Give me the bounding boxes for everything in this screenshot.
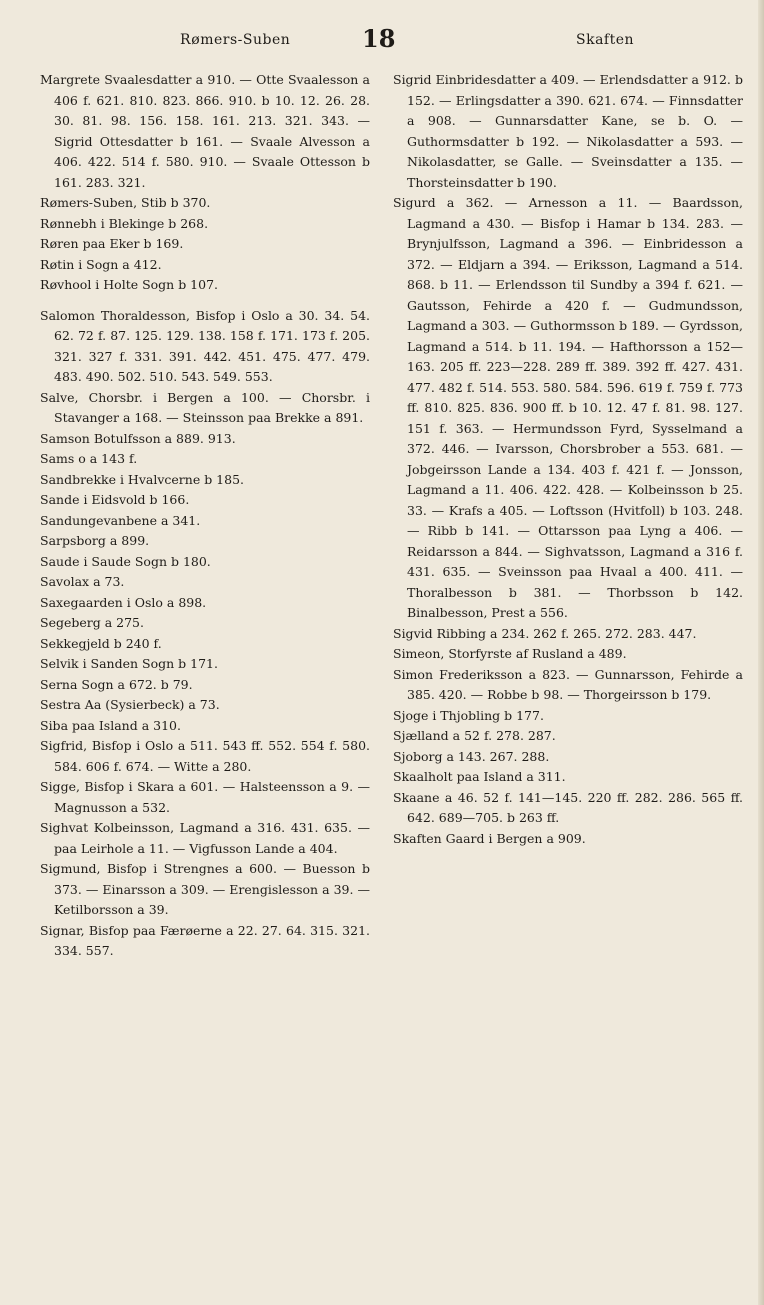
index-entry: Sighvat Kolbeinsson, Lagmand a 316. 431. 635. — paa Leirhole a 11. — Vigfusson Lande a 404. xyxy=(40,820,370,856)
index-entry: Signar, Bisfop paa Færøerne a 22. 27. 64. 315. 321. 334. 557. xyxy=(40,922,370,958)
index-entry: Sarpsborg a 899. xyxy=(40,533,150,548)
index-entry: Sigvid Ribbing a 234. 262 f. 265. 272. 283. 447. xyxy=(393,625,697,641)
index-entry: Salomon Thoraldesson, Bisfop i Oslo a 30. 34. 54. 62. 72 f. 87. 125. 129. 138. 158 f. 171. 173 f. 205. 321. 327 f. 331. 391. 442. 451. 475. 477. 479. 483. 490. 502. 510. 543. 549. 553. xyxy=(40,307,370,384)
index-entry: Sigge, Bisfop i Skara a 601. — Halsteensson a 9. — Magnusson a 532. xyxy=(40,779,370,815)
index-entry: Sigfrid, Bisfop i Oslo a 511. 543 ff. 552. 554 f. 580. 584. 606 f. 674. — Witte a 280. xyxy=(40,738,370,774)
index-entry: Rømers-Suben, Stib b 370. xyxy=(40,195,211,210)
index-entry: Røren paa Eker b 169. xyxy=(40,236,184,251)
left-column xyxy=(40,70,370,962)
index-entry: Skaane a 46. 52 f. 141—145. 220 ff. 282. 286. 565 ff. 642. 689—705. b 263 ff. xyxy=(393,789,743,825)
page-edge xyxy=(758,0,764,1305)
index-entry: Siba paa Island a 310. xyxy=(40,717,181,733)
index-entry: Sekkegjeld b 240 f. xyxy=(40,635,162,651)
right-column xyxy=(393,70,743,849)
index-entry: Sestra Aa (Sysierbeck) a 73. xyxy=(40,697,220,712)
index-entry: Sigmund, Bisfop i Strengnes a 600. — Buesson b 373. — Einarsson a 309. — Erengislesson a 39. — Ketilborsson a 39. xyxy=(40,861,370,917)
index-entry: Sigrid Einbridesdatter a 409. — Erlendsdatter a 912. b 152. — Erlingsdatter a 390. 621. 674. — Finnsdatter a 908. — Gunnarsdatter Kane, se b. O. — Guthormsdatter b 192. — Nikolasdatter a 593. — Nikolasdatter, se Galle. — Sveinsdatter a 135. — Thorsteinsdatter b 190. xyxy=(393,72,743,190)
index-entry: Simon Frederiksson a 823. — Gunnarsson, Fehirde a 385. 420. — Robbe b 98. — Thorgeirsson b 179. xyxy=(393,666,743,702)
index-entry: Samson Botulfsson a 889. 913. xyxy=(40,430,236,446)
index-entry: Serna Sogn a 672. b 79. xyxy=(40,676,193,692)
index-entry: Skaalholt paa Island a 311. xyxy=(393,769,566,784)
index-entry: Sandungevanbene a 341. xyxy=(40,512,201,528)
index-entry: Selvik i Sanden Sogn b 171. xyxy=(40,656,218,671)
page-header xyxy=(40,24,740,56)
index-entry: Skaften Gaard i Bergen a 909. xyxy=(393,830,586,846)
index-entry: Sjoge i Thjobling b 177. xyxy=(393,707,544,723)
running-head-left: Rømers-Suben xyxy=(180,32,291,48)
index-entry: Sjoborg a 143. 267. 288. xyxy=(393,748,550,764)
index-entry: Sams o a 143 f. xyxy=(40,451,138,466)
index-entry: Sjælland a 52 f. 278. 287. xyxy=(393,728,556,743)
index-entry: Sande i Eidsvold b 166. xyxy=(40,492,190,507)
index-entry: Margrete Svaalesdatter a 910. — Otte Svaalesson a 406 f. 621. 810. 823. 866. 910. b 10. 12. 26. 28. 30. 81. 98. 156. 158. 161. 213. 321. 343. — Sigrid Ottesdatter b 161. — Svaale Alvesson a 406. 422. 514 f. 580. 910. — Svaale Ottesson b 161. 283. 321. xyxy=(40,72,370,190)
index-entry: Saude i Saude Sogn b 180. xyxy=(40,553,211,569)
index-entry: Segeberg a 275. xyxy=(40,615,144,630)
index-entry: Sigurd a 362. — Arnesson a 11. — Baardsson, Lagmand a 430. — Bisfop i Hamar b 134. 283. — Brynjulfsson, Lagmand a 396. — Einbridesson a 372. — Eldjarn a 394. — Eriksson, Lagmand a 514. 868. b 11. — Erlendsson til Sundby a 394 f. 621. — Gautsson, Fehirde a 420 f. — Gudmundsson, Lagmand a 303. — Guthormsson b 189. — Gyrdsson, Lagmand a 514. b 11. 194. — Hafthorsson a 152—163. 205 ff. 223—228. 289 ff. 389. 392 ff. 427. 431. 477. 482 f. 514. 553. 580. 584. 596. 619 f. 759 f. 773 ff. 810. 825. 836. 900 ff. b 10. 12. 47 f. 81. 98. 127. 151 f. 363. — Hermundsson Fyrd, Sysselmand a 372. 446. — Ivarsson, Chorsbrober a 553. 681. — Jobgeirsson Lande a 134. 403 f. 421 f. — Jonsson, Lagmand a 11. 406. 422. 428. — Kolbeinsson b 25. 33. — Krafs a 405. — Loftsson (Hvitfoll) b 103. 248. — Ribb b 141. — Ottarsson paa Lyng a 406. — Reidarsson a 844. — Sighvatsson, Lagmand a 316 f. 431. 635. — Sveinsson paa Hvaal a 400. 411. — Thoralbesson b 381. — Thorbsson b 142. Binalbesson, Prest a 556. xyxy=(393,195,743,620)
running-head-right: Skaften xyxy=(576,32,635,48)
index-entry: Sandbrekke i Hvalvcerne b 185. xyxy=(40,471,245,487)
index-entry: Røtin i Sogn a 412. xyxy=(40,256,162,272)
index-entry: Salve, Chorsbr. i Bergen a 100. — Chorsbr. i Stavanger a 168. — Steinsson paa Brekke a 891. xyxy=(40,389,370,425)
index-entry: Rønnebh i Blekinge b 268. xyxy=(40,215,209,231)
index-entry: Saxegaarden i Oslo a 898. xyxy=(40,594,207,610)
index-entry: Simeon, Storfyrste af Rusland a 489. xyxy=(393,646,627,661)
index-entry: Røvhool i Holte Sogn b 107. xyxy=(40,277,219,292)
index-entry: Savolax a 73. xyxy=(40,574,125,589)
page-number: 18 xyxy=(362,24,396,53)
